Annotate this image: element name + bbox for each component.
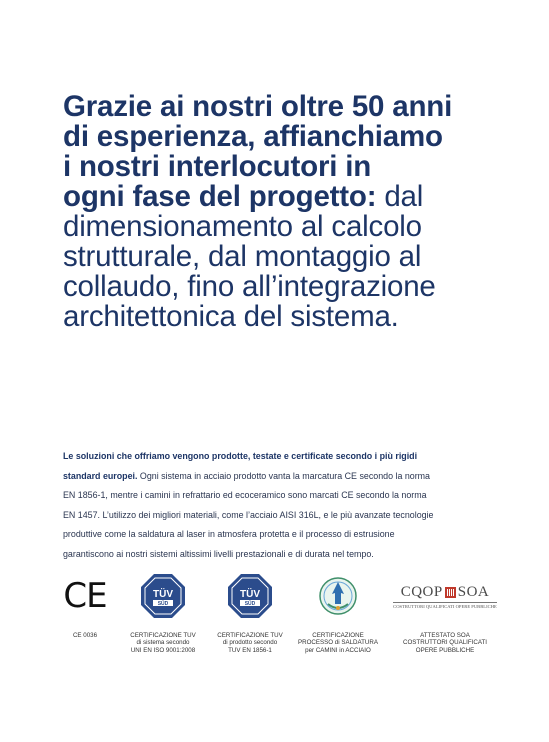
soa-logo-right: SOA	[457, 583, 490, 600]
body-line: EN 1457. L’utilizzo dei migliori materiali, come l’acciaio AISI 316L, e le più avanzate tecnologie	[63, 509, 434, 520]
tuv-sud-icon	[118, 572, 208, 620]
ce-logo-text: CE	[63, 576, 107, 616]
cert-caption	[40, 632, 130, 639]
caption-line: CERTIFICAZIONE	[312, 632, 364, 639]
soa-logo-title	[401, 584, 490, 601]
caption-line: CE 0036	[72, 632, 98, 639]
cert-soa	[385, 572, 505, 654]
cert-welding	[290, 572, 386, 654]
cqop-soa-icon	[385, 572, 505, 620]
caption-line: CERTIFICAZIONE TUV	[217, 632, 283, 639]
body-line: garantiscono ai nostri sistemi altissimi livelli prestazionali e di durata nel tempo.	[63, 548, 374, 559]
welding-certification-icon	[290, 572, 386, 620]
ce-mark-icon	[40, 572, 130, 620]
caption-line: TUV EN 1856-1	[228, 646, 272, 654]
soa-logo-left: CQOP	[400, 583, 443, 600]
headline-bold-part: ogni fase del progetto:	[63, 180, 377, 213]
cert-caption	[118, 632, 208, 654]
caption-line: per CAMINI in ACCIAIO	[305, 646, 371, 654]
tuv-sud-icon	[205, 572, 295, 620]
svg-text:SÜD: SÜD	[157, 601, 169, 607]
cert-ce	[40, 572, 130, 639]
headline-line: collaudo, fino all’integrazione	[63, 270, 436, 303]
svg-text:TÜV: TÜV	[240, 589, 260, 600]
soa-square-icon	[445, 587, 456, 598]
headline-line: dimensionamento al calcolo	[63, 210, 422, 243]
cert-tuv-system	[118, 572, 208, 654]
body-paragraph	[63, 447, 523, 565]
headline	[63, 92, 533, 332]
body-line: EN 1856-1, mentre i camini in refrattario ed ecoceramico sono marcati CE secondo la norma	[63, 490, 427, 501]
cert-caption	[205, 632, 295, 654]
headline-line: architettonica del sistema.	[63, 300, 399, 333]
headline-line: Grazie ai nostri oltre 50 anni	[63, 90, 453, 123]
cert-tuv-product	[205, 572, 295, 654]
svg-text:SÜD: SÜD	[244, 601, 256, 607]
headline-light-part: dal	[376, 180, 424, 213]
body-rest-part: Ogni sistema in acciaio prodotto vanta la marcatura CE secondo la norma	[137, 470, 430, 481]
caption-line: di prodotto secondo	[222, 639, 278, 647]
soa-logo	[393, 584, 497, 609]
caption-line: COSTRUTTORI QUALIFICATI	[403, 639, 487, 647]
headline-line: strutturale, dal montaggio al	[63, 240, 422, 273]
svg-text:TÜV: TÜV	[153, 589, 173, 600]
soa-logo-sub: COSTRUTTORI QUALIFICATI OPERE PUBBLICHE	[393, 603, 497, 609]
body-line: Le soluzioni che offriamo vengono prodotte, testate e certificate secondo i più rigidi	[63, 451, 418, 461]
body-line	[63, 467, 523, 487]
caption-line: OPERE PUBBLICHE	[415, 646, 475, 654]
body-bold-part: standard europei.	[63, 470, 138, 481]
caption-line: UNI EN ISO 9001:2008	[130, 646, 196, 654]
headline-line-mixed	[63, 182, 533, 212]
caption-line: CERTIFICAZIONE TUV	[130, 632, 196, 639]
cert-caption	[290, 632, 386, 654]
headline-line: i nostri interlocutori in	[63, 150, 372, 183]
headline-line: di esperienza, affianchiamo	[63, 120, 443, 153]
caption-line: ATTESTATO SOA	[420, 632, 470, 639]
body-line: produttive come la saldatura al laser in atmosfera protetta e il processo di estrusione	[63, 529, 395, 540]
caption-line: di sistema secondo	[136, 639, 190, 647]
caption-line: PROCESSO di SALDATURA	[298, 639, 378, 647]
cert-caption	[385, 632, 505, 654]
certifications-row	[40, 572, 520, 672]
